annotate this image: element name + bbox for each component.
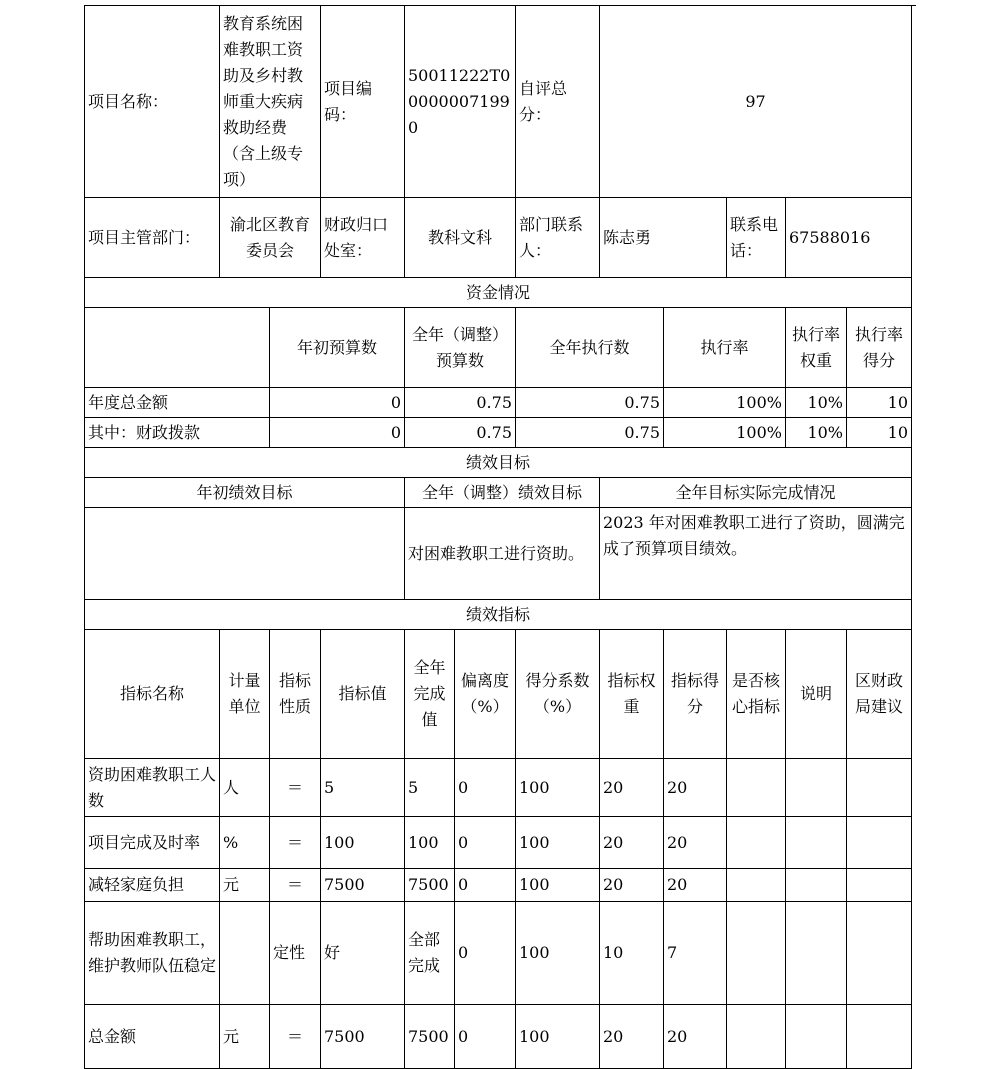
funds-cell: 100% [664,418,786,448]
indicator-cell-coefficient: 100 [516,1005,600,1069]
goals-adjusted-value: 对困难教职工进行资助。 [405,508,600,600]
project-name-label: 项目名称： [85,6,220,198]
indicator-cell-nature: ＝ [270,1005,321,1069]
indicator-cell-name: 帮助困难教职工，维护教师队伍稳定 [85,902,220,1005]
indicator-cell-weight: 20 [600,759,664,817]
goals-header-initial: 年初绩效目标 [85,478,405,508]
indicator-cell-unit: 人 [220,759,270,817]
dept-label: 项目主管部门： [85,198,220,278]
indicator-cell-deviation: 0 [455,869,516,902]
goals-initial-value [85,508,405,600]
indicator-cell-suggestion [847,869,912,902]
indicator-cell-unit: 元 [220,869,270,902]
indicator-cell-core [727,902,786,1005]
indicator-cell-note [786,817,847,869]
indicator-cell-score: 20 [664,759,727,817]
performance-evaluation-table [84,5,916,1069]
funds-header-exec-rate: 执行率 [664,308,786,388]
indicator-cell-score: 20 [664,817,727,869]
contact-value: 陈志勇 [600,198,727,278]
indicator-cell-actual: 7500 [405,869,455,902]
ind-header-note: 说明 [786,630,847,759]
funds-header-adjusted-budget: 全年（调整）预算数 [405,308,516,388]
indicator-cell-core [727,1005,786,1069]
funds-header-blank [85,308,270,388]
indicator-cell-nature: ＝ [270,869,321,902]
indicator-cell-deviation: 0 [455,759,516,817]
funds-row-label: 年度总金额 [85,388,270,418]
indicator-cell-coefficient: 100 [516,902,600,1005]
funds-header-executed: 全年执行数 [516,308,664,388]
indicator-cell-target: 7500 [321,869,405,902]
funds-cell: 0.75 [405,418,516,448]
indicator-cell-target: 5 [321,759,405,817]
indicator-cell-unit: % [220,817,270,869]
funds-cell: 0.75 [516,418,664,448]
ind-header-name: 指标名称 [85,630,220,759]
indicator-cell-coefficient: 100 [516,869,600,902]
ind-header-suggestion: 区财政局建议 [847,630,912,759]
indicator-cell-nature: ＝ [270,759,321,817]
ind-header-nature: 指标性质 [270,630,321,759]
indicator-cell-coefficient: 100 [516,817,600,869]
funds-cell: 100% [664,388,786,418]
indicator-cell-suggestion [847,759,912,817]
indicator-cell-suggestion [847,1005,912,1069]
indicator-cell-target: 7500 [321,1005,405,1069]
goals-header-adjusted: 全年（调整）绩效目标 [405,478,600,508]
indicator-cell-name: 项目完成及时率 [85,817,220,869]
ind-header-deviation: 偏离度（%） [455,630,516,759]
phone-value: 67588016 [786,198,912,278]
funds-row-label: 其中：财政拨款 [85,418,270,448]
indicator-cell-core [727,759,786,817]
phone-label: 联系电话： [727,198,786,278]
indicator-cell-note [786,759,847,817]
ind-header-core: 是否核心指标 [727,630,786,759]
funds-section-title: 资金情况 [85,278,912,308]
ind-header-coefficient: 得分系数（%） [516,630,600,759]
funds-cell: 10 [847,388,912,418]
indicator-cell-weight: 20 [600,869,664,902]
indicator-cell-weight: 10 [600,902,664,1005]
indicator-cell-nature: ＝ [270,817,321,869]
indicator-cell-core [727,869,786,902]
project-name-value: 教育系统困难教职工资助及乡村教师重大疾病救助经费（含上级专项） [220,6,321,198]
ind-header-score: 指标得分 [664,630,727,759]
self-score-value: 97 [600,6,912,198]
indicator-cell-score: 20 [664,869,727,902]
ind-header-actual: 全年完成值 [405,630,455,759]
indicator-cell-unit [220,902,270,1005]
indicator-cell-weight: 20 [600,1005,664,1069]
indicator-cell-deviation: 0 [455,817,516,869]
goals-header-actual: 全年目标实际完成情况 [600,478,912,508]
indicator-cell-suggestion [847,817,912,869]
indicator-cell-name: 减轻家庭负担 [85,869,220,902]
indicator-cell-actual: 100 [405,817,455,869]
indicator-cell-suggestion [847,902,912,1005]
funds-cell: 0.75 [516,388,664,418]
indicator-cell-deviation: 0 [455,902,516,1005]
funds-cell: 0 [270,388,405,418]
indicator-cell-deviation: 0 [455,1005,516,1069]
office-label: 财政归口处室： [321,198,405,278]
goals-section-title: 绩效目标 [85,448,912,478]
funds-cell: 0.75 [405,388,516,418]
funds-header-rate-score: 执行率得分 [847,308,912,388]
ind-header-weight: 指标权重 [600,630,664,759]
indicator-cell-note [786,1005,847,1069]
indicator-cell-name: 资助困难教职工人数 [85,759,220,817]
ind-header-target: 指标值 [321,630,405,759]
goals-actual-value: 2023 年对困难教职工进行了资助，圆满完成了预算项目绩效。 [600,508,912,600]
indicator-cell-actual: 7500 [405,1005,455,1069]
indicator-cell-name: 总金额 [85,1005,220,1069]
indicator-cell-score: 7 [664,902,727,1005]
office-value: 教科文科 [405,198,516,278]
funds-cell: 10 [847,418,912,448]
funds-cell: 10% [786,388,847,418]
indicator-cell-note [786,869,847,902]
indicator-cell-coefficient: 100 [516,759,600,817]
indicator-cell-actual: 5 [405,759,455,817]
funds-header-initial-budget: 年初预算数 [270,308,405,388]
indicator-cell-note [786,902,847,1005]
funds-header-rate-weight: 执行率权重 [786,308,847,388]
indicator-cell-unit: 元 [220,1005,270,1069]
indicator-cell-target: 100 [321,817,405,869]
funds-cell: 0 [270,418,405,448]
indicator-cell-actual: 全部完成 [405,902,455,1005]
dept-value: 渝北区教育委员会 [220,198,321,278]
indicator-cell-weight: 20 [600,817,664,869]
indicators-section-title: 绩效指标 [85,600,912,630]
indicator-cell-nature: 定性 [270,902,321,1005]
project-code-value: 50011222T000000071990 [405,6,516,198]
ind-header-unit: 计量单位 [220,630,270,759]
indicator-cell-core [727,817,786,869]
project-code-label: 项目编码： [321,6,405,198]
funds-cell: 10% [786,418,847,448]
indicator-cell-target: 好 [321,902,405,1005]
self-score-label: 自评总分： [516,6,600,198]
contact-label: 部门联系人： [516,198,600,278]
indicator-cell-score: 20 [664,1005,727,1069]
